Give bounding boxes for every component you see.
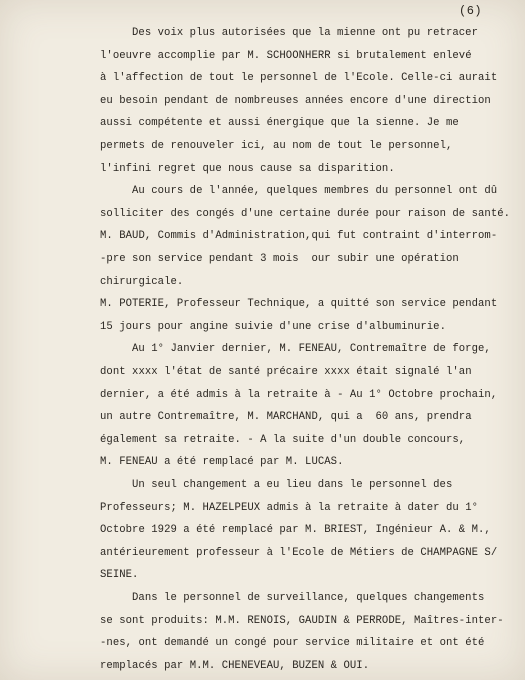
text-line: un autre Contremaître, M. MARCHAND, qui a 60 ans, prendra <box>100 411 472 424</box>
text-line: Dans le personnel de surveillance, quelques changements <box>132 592 485 604</box>
text-line: permets de renouveler ici, au nom de tout le personnel, <box>100 140 453 152</box>
text-line: -pre son service pendant 3 mois our subir une opération <box>100 253 459 265</box>
text-line: solliciter des congés d'une certaine durée pour raison de santé. <box>100 207 511 220</box>
text-line: chirurgicale. <box>100 275 184 288</box>
page-number: (6) <box>459 4 483 18</box>
text-line: Des voix plus autorisées que la mienne ont pu retracer <box>132 27 478 39</box>
text-line: dernier, a été admis à la retraite à - Au 1° Octobre prochain, <box>100 388 498 401</box>
text-line: également sa retraite. - A la suite d'un double concours, <box>100 433 466 446</box>
text-line: Un seul changement a eu lieu dans le personnel des <box>132 479 453 491</box>
text-line: SEINE. <box>100 569 139 582</box>
text-line: antérieurement professeur à l'Ecole de Métiers de CHAMPAGNE S/ <box>100 546 498 559</box>
text-line: 15 jours pour angine suivie d'une crise d'albuminurie. <box>100 320 446 333</box>
text-line: M. FENEAU a été remplacé par M. LUCAS. <box>100 456 344 469</box>
text-line: l'oeuvre accomplie par M. SCHOONHERR si brutalement enlevé <box>100 49 472 62</box>
text-line: M. BAUD, Commis d'Administration,qui fut contraint d'interrom- <box>100 230 498 243</box>
text-line: -nes, ont demandé un congé pour service militaire et ont été <box>100 637 485 650</box>
text-line: Octobre 1929 a été remplacé par M. BRIEST, Ingénieur A. & M., <box>100 524 491 537</box>
text-line: Au 1° Janvier dernier, M. FENEAU, Contremaître de forge, <box>132 343 491 356</box>
text-line: Au cours de l'année, quelques membres du personnel ont dû <box>132 185 498 198</box>
text-line: M. POTERIE, Professeur Technique, a quitté son service pendant <box>100 298 498 311</box>
text-line: l'infini regret que nous cause sa disparition. <box>100 162 395 175</box>
text-line: se sont produits: M.M. RENOIS, GAUDIN & PERRODE, Maîtres-inter- <box>100 614 504 627</box>
text-line: Professeurs; M. HAZELPEUX admis à la retraite à dater du 1° <box>100 501 479 514</box>
text-line: à l'affection de tout le personnel de l'Ecole. Celle-ci aurait <box>100 72 498 85</box>
text-line: aussi compétente et aussi énergique que la sienne. Je me <box>100 117 459 130</box>
text-line: eu besoin pendant de nombreuses années encore d'une direction <box>100 94 491 107</box>
text-line: dont xxxx l'état de santé précaire xxxx était signalé l'an <box>100 366 472 378</box>
text-line: remplacés par M.M. CHENEVEAU, BUZEN & OUI. <box>100 659 370 672</box>
